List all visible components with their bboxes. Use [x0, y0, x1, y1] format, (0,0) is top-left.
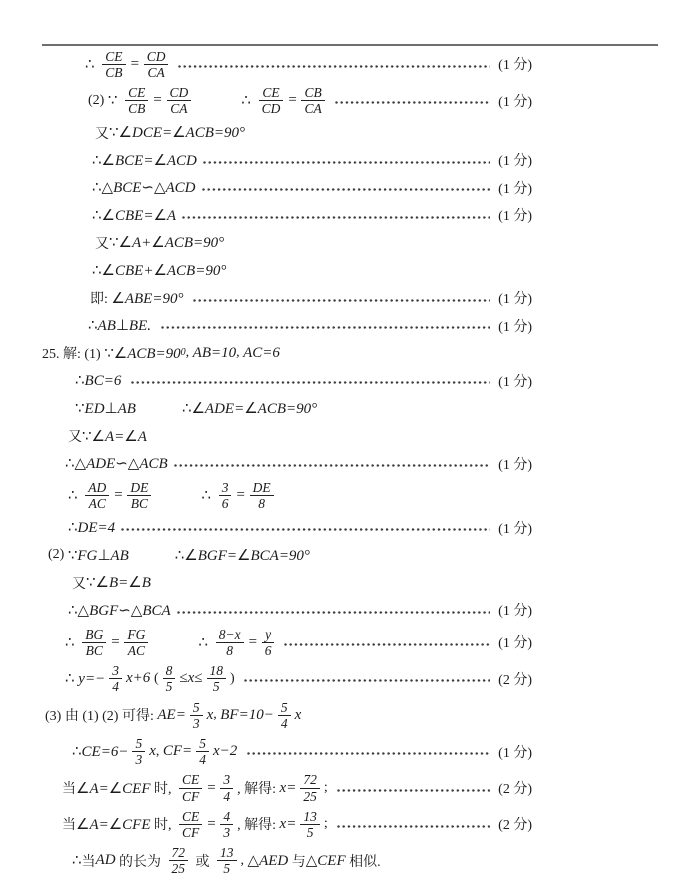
math-run: ∴ [201, 488, 215, 505]
math-run: ∴DE=4 [68, 520, 116, 537]
math-run: ∠A=∠CEF [76, 780, 151, 797]
dotted-leader [337, 825, 490, 828]
fraction [127, 480, 151, 511]
math-run: ∴ [241, 93, 255, 110]
math-run: x−2 [212, 743, 241, 760]
text-run: ( [153, 670, 159, 686]
math-run: ∵ED⊥AB [75, 401, 136, 418]
fraction-numerator: CD [144, 49, 169, 65]
math-run: ≤x≤ [179, 670, 203, 687]
fraction-numerator: 3 [109, 663, 122, 679]
fraction [250, 480, 274, 511]
fraction-denominator: 5 [212, 679, 220, 695]
text-run: , [240, 852, 248, 868]
fraction-denominator: 8 [258, 496, 265, 512]
fraction-numerator: 5 [278, 700, 291, 716]
fraction-denominator: 25 [171, 861, 186, 877]
score-label: (1 分) [498, 181, 532, 197]
dotted-leader [244, 679, 490, 682]
score-label: (2 分) [498, 818, 532, 834]
fraction-numerator: CE [125, 85, 148, 101]
fraction-denominator: 3 [135, 752, 143, 768]
solution-line [0, 257, 700, 285]
spacer [195, 100, 241, 101]
fraction-denominator: CB [105, 64, 123, 80]
math-run: ∵∠DCE=∠ACB=90° [109, 125, 246, 142]
fraction-denominator: CA [170, 101, 188, 117]
math-run: ∴BC=6 [75, 373, 126, 390]
dotted-leader [202, 188, 491, 191]
text-run: 即: [90, 292, 112, 308]
fraction [300, 809, 320, 840]
score-label: (2 分) [498, 782, 532, 798]
fraction [102, 49, 125, 80]
fraction-denominator: 5 [306, 824, 314, 840]
math-run: △AED [247, 853, 289, 870]
math-run: x= [279, 779, 297, 796]
math-run: ∠A=∠CFE [76, 816, 151, 833]
fraction-denominator: 3 [192, 715, 200, 731]
fraction-numerator: DE [127, 480, 151, 496]
spacer [152, 642, 198, 643]
math-run: ∵∠ACB=90 [104, 345, 181, 362]
fraction-numerator: 4 [220, 809, 233, 825]
fraction [259, 85, 284, 116]
fraction [217, 845, 237, 876]
fraction [220, 772, 233, 803]
fraction-denominator: CA [304, 101, 322, 117]
text-run: , [155, 743, 163, 759]
fraction [163, 663, 176, 694]
score-label: (2 分) [498, 672, 532, 688]
dotted-leader [177, 611, 491, 614]
fraction-numerator: BG [82, 627, 106, 643]
solution-lines [0, 46, 700, 879]
fraction-numerator: CB [301, 85, 324, 101]
solution-line [0, 843, 700, 879]
solution-line [0, 367, 700, 395]
math-run: ∵∠B=∠B [86, 575, 151, 592]
dotted-leader [131, 381, 490, 384]
fraction-denominator: 8 [226, 642, 234, 658]
score-label: (1 分) [498, 154, 532, 170]
solution-line [0, 229, 700, 257]
math-run: AC=6 [243, 344, 280, 361]
text-run: 相似. [345, 854, 381, 870]
math-run: x [149, 743, 156, 760]
text-run: 当 [62, 818, 76, 834]
dotted-leader [203, 161, 490, 164]
score-label: (1 分) [498, 209, 532, 225]
score-label: (1 分) [498, 319, 532, 335]
fraction-denominator: 5 [165, 679, 173, 695]
fraction-denominator: BC [130, 496, 149, 512]
fraction [109, 663, 122, 694]
spacer [136, 408, 182, 409]
solution-line [0, 697, 700, 733]
text-run: 与 [288, 854, 306, 870]
math-run: x= [279, 815, 297, 832]
solution-line [0, 46, 700, 82]
fraction [219, 480, 232, 511]
fraction-numerator: 72 [169, 845, 189, 861]
score-label: (1 分) [498, 457, 532, 473]
fraction-denominator: AC [127, 642, 146, 658]
math-run: x [294, 706, 302, 723]
spacer [129, 555, 175, 556]
math-run: = [129, 55, 140, 72]
math-run: x [206, 706, 214, 723]
fraction-denominator: CB [128, 101, 146, 117]
math-run: CF= [162, 743, 193, 760]
score-label: (1 分) [498, 374, 532, 390]
fraction-numerator: 13 [217, 845, 237, 861]
text-run: ) [230, 670, 239, 686]
fraction [82, 627, 106, 658]
text-run: (2) [48, 547, 68, 563]
fraction-numerator: 5 [132, 736, 145, 752]
fraction-numerator: 5 [196, 736, 209, 752]
fraction-denominator: 4 [199, 752, 206, 768]
score-label: (1 分) [498, 521, 532, 537]
fraction [278, 700, 291, 731]
solution-line [0, 284, 700, 312]
fraction [220, 809, 233, 840]
solution-line [0, 146, 700, 174]
fraction-numerator: 8 [163, 663, 176, 679]
dotted-leader [193, 299, 490, 302]
solution-line [0, 478, 700, 514]
text-run: ; [323, 780, 332, 796]
solution-line [0, 202, 700, 230]
math-run: ∴ [85, 56, 99, 73]
solution-line: 25. 解: (1) ∵∠ACB=90 0 , AB=10 , AC=6 [42, 344, 280, 363]
math-run: ∴CE=6− [72, 744, 129, 761]
fraction [300, 772, 320, 803]
solution-line [0, 624, 700, 660]
fraction-numerator: 8−x [216, 627, 244, 643]
dotted-leader [335, 101, 490, 104]
math-run: ∴ [72, 853, 82, 870]
fraction [167, 85, 192, 116]
fraction-numerator: 5 [190, 700, 203, 716]
math-run: ∴ [65, 634, 79, 651]
fraction [144, 49, 169, 80]
fraction [169, 845, 189, 876]
fraction-denominator: 5 [223, 861, 231, 877]
fraction-numerator: 3 [220, 772, 233, 788]
fraction-denominator: CD [261, 101, 281, 117]
text-run: 当 [62, 782, 76, 798]
score-label: (1 分) [498, 292, 532, 308]
solution-line [0, 395, 700, 423]
math-run: AB=10 [192, 344, 237, 361]
fraction [301, 85, 324, 116]
score-label: (1 分) [498, 636, 532, 652]
math-run: = [287, 92, 298, 109]
math-run: ∴∠CBE=∠A [92, 207, 177, 224]
solution-line [0, 174, 700, 202]
score-label: (1 分) [498, 745, 532, 761]
fraction-denominator: 25 [303, 788, 317, 804]
text-run: 当 [81, 854, 96, 870]
math-run: ∵∠A=∠A [82, 428, 147, 445]
text-run: 又 [72, 576, 86, 592]
fraction-numerator: CE [179, 772, 202, 788]
solution-line [0, 514, 700, 542]
fraction-denominator: CF [182, 824, 200, 840]
text-run: , [236, 345, 244, 361]
math-run: ∴△ADE∽△ACB [65, 456, 168, 473]
math-run: = [206, 815, 217, 832]
fraction-numerator: 72 [300, 772, 320, 788]
text-run: , [213, 707, 221, 723]
solution-line [0, 119, 700, 147]
dotted-leader [182, 216, 490, 219]
solution-line [0, 541, 700, 569]
fraction-denominator: 4 [112, 679, 119, 695]
math-run: = [235, 487, 246, 504]
math-run: ∴∠BGF=∠BCA=90° [174, 547, 310, 564]
fraction [262, 627, 275, 658]
fraction [190, 700, 203, 731]
fraction-numerator: 13 [300, 809, 320, 825]
score-label: (1 分) [498, 604, 532, 620]
fraction-denominator: AC [88, 496, 106, 512]
fraction-denominator: BC [85, 642, 103, 658]
fraction-denominator: 3 [223, 824, 231, 840]
text-run: (3) 由 (1) (2) 可得: [45, 709, 158, 725]
fraction-numerator: AD [85, 480, 109, 496]
fraction-numerator: y [262, 627, 274, 643]
dotted-leader [337, 789, 490, 792]
math-run: = [110, 633, 121, 650]
math-run: ∴∠ADE=∠ACB=90° [181, 401, 318, 418]
math-run: ∴ [68, 488, 82, 505]
text-run: 时, [150, 782, 176, 798]
fraction [196, 736, 209, 767]
score-label: (1 分) [498, 94, 532, 110]
dotted-leader [284, 643, 490, 646]
fraction [125, 85, 148, 116]
text-run: , 解得: [237, 818, 280, 834]
fraction-denominator: 4 [223, 788, 231, 804]
dotted-leader [247, 752, 490, 755]
math-run: ∴ [198, 634, 212, 651]
text-run: (2) [88, 92, 108, 108]
fraction-numerator: CE [179, 809, 202, 825]
fraction [85, 480, 109, 511]
math-run: ∴ y=− [65, 671, 106, 688]
math-run: ∵FG⊥AB [67, 547, 129, 564]
solution-line [0, 661, 700, 697]
fraction-numerator: CD [167, 85, 192, 101]
fraction-numerator: CE [259, 85, 282, 101]
math-run: ∴△BGF∽△BCA [68, 602, 171, 619]
math-run: ∴△BCE∽△ACD [92, 180, 196, 197]
math-run: BF=10− [220, 706, 274, 723]
fraction [132, 736, 145, 767]
dotted-leader [121, 528, 490, 531]
text-run: ; [323, 816, 332, 832]
math-run: ∠ABE=90° [111, 290, 188, 307]
solution-line [0, 312, 700, 340]
solution-line [0, 770, 700, 806]
text-run: 又 [95, 126, 109, 142]
fraction-numerator: 18 [207, 663, 227, 679]
fraction [216, 627, 244, 658]
text-run: 25. 解: (1) [42, 347, 105, 363]
fraction-numerator: CE [102, 49, 125, 65]
math-run: = [206, 779, 217, 796]
score-label: (1 分) [498, 58, 532, 74]
fraction [179, 809, 202, 840]
solution-line [0, 806, 700, 842]
text-run: 又 [95, 236, 109, 252]
math-run: ∵ [107, 93, 122, 110]
solution-line [0, 450, 700, 478]
math-run: = [113, 487, 124, 504]
text-run: 又 [68, 430, 82, 446]
fraction-denominator: CA [147, 64, 165, 80]
fraction [207, 663, 227, 694]
math-run: AD [95, 852, 116, 869]
solution-line [0, 597, 700, 625]
dotted-leader [178, 65, 490, 68]
math-run: ∴∠CBE+∠ACB=90° [92, 263, 227, 280]
dotted-leader [174, 464, 491, 467]
math-run: x+6 [125, 670, 154, 687]
math-run: ∴∠BCE=∠ACD [92, 152, 197, 169]
dotted-leader [161, 326, 490, 329]
text-run: 或 [192, 854, 214, 870]
fraction-denominator: CF [182, 788, 200, 804]
fraction-numerator: FG [124, 627, 148, 643]
solution-line [0, 569, 700, 597]
solution-line [0, 733, 700, 769]
text-run: 时, [150, 818, 176, 834]
math-run: = [152, 92, 163, 109]
solution-line [0, 82, 700, 118]
fraction-denominator: 4 [280, 715, 288, 731]
fraction-denominator: 6 [264, 642, 272, 658]
math-run: △CEF [305, 853, 346, 870]
text-run: , [185, 345, 193, 361]
fraction-numerator: DE [250, 480, 274, 496]
math-run: = [247, 633, 258, 650]
fraction [179, 772, 202, 803]
math-run: AE= [157, 706, 186, 723]
fraction [124, 627, 148, 658]
math-run: ∴AB⊥BE. [88, 318, 155, 335]
fraction-denominator: 6 [221, 496, 229, 512]
spacer [155, 495, 201, 496]
fraction-numerator: 3 [219, 480, 232, 496]
solution-line [0, 422, 700, 450]
text-run: , 解得: [237, 782, 280, 798]
math-run: ∵∠A+∠ACB=90° [109, 235, 225, 252]
text-run: 的长为 [115, 854, 165, 870]
